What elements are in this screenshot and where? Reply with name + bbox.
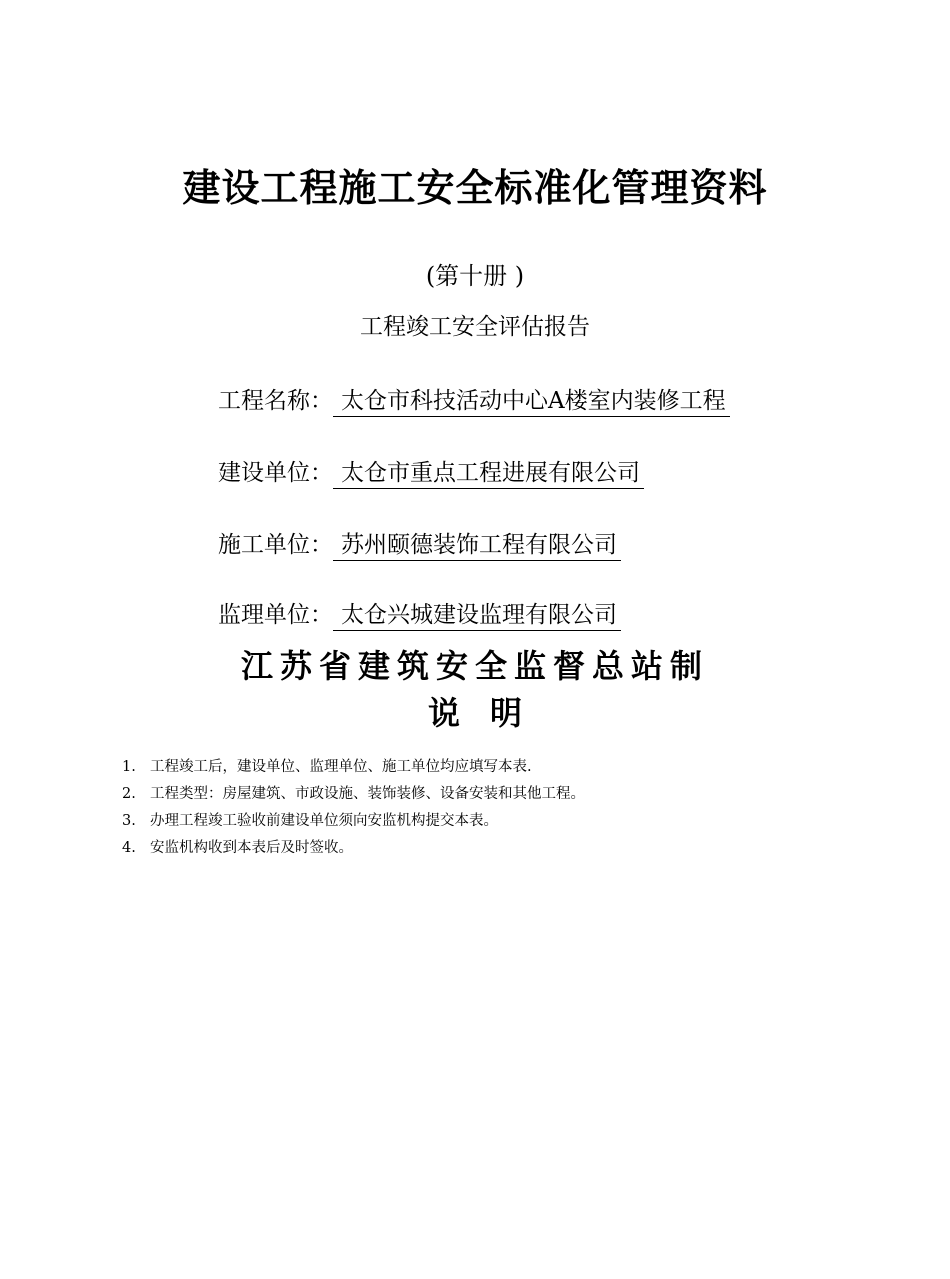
issuing-authority: 江苏省建筑安全监督总站制 bbox=[240, 647, 709, 685]
note-text: 安监机构收到本表后及时签收。 bbox=[150, 840, 353, 856]
field-contractor bbox=[218, 528, 621, 562]
field-value: 太仓兴城建设监理有限公司 bbox=[333, 600, 621, 631]
note-number: 2. bbox=[122, 786, 136, 802]
note-text: 工程类型：房屋建筑、市政设施、装饰装修、设备安装和其他工程。 bbox=[150, 786, 585, 802]
field-label: 监理单位： bbox=[218, 602, 333, 628]
field-label: 工程名称： bbox=[218, 388, 333, 414]
field-construction-unit bbox=[218, 456, 644, 490]
document-subtitle: 工程竣工安全评估报告 bbox=[360, 314, 590, 340]
notes-heading: 说明 bbox=[427, 694, 552, 732]
note-text: 办理工程竣工验收前建设单位须向安监机构提交本表。 bbox=[150, 813, 498, 829]
field-label: 施工单位： bbox=[218, 532, 333, 558]
note-text: 工程竣工后，建设单位、监理单位、施工单位均应填写本表. bbox=[150, 759, 532, 775]
note-number: 1. bbox=[122, 759, 136, 775]
document-title: 建设工程施工安全标准化管理资料 bbox=[182, 165, 768, 210]
note-number: 4. bbox=[122, 840, 136, 856]
field-label: 建设单位： bbox=[218, 460, 333, 486]
field-project-name bbox=[218, 384, 730, 418]
list-item bbox=[122, 808, 585, 835]
field-supervisor bbox=[218, 598, 621, 632]
notes-list bbox=[122, 754, 585, 862]
field-value: 太仓市重点工程进展有限公司 bbox=[333, 458, 644, 489]
list-item bbox=[122, 754, 585, 781]
list-item bbox=[122, 835, 585, 862]
field-value: 太仓市科技活动中心A楼室内装修工程 bbox=[333, 386, 730, 417]
note-number: 3. bbox=[122, 813, 136, 829]
list-item bbox=[122, 781, 585, 808]
volume-number: (第十册 ) bbox=[425, 262, 525, 290]
field-value: 苏州颐德装饰工程有限公司 bbox=[333, 530, 621, 561]
